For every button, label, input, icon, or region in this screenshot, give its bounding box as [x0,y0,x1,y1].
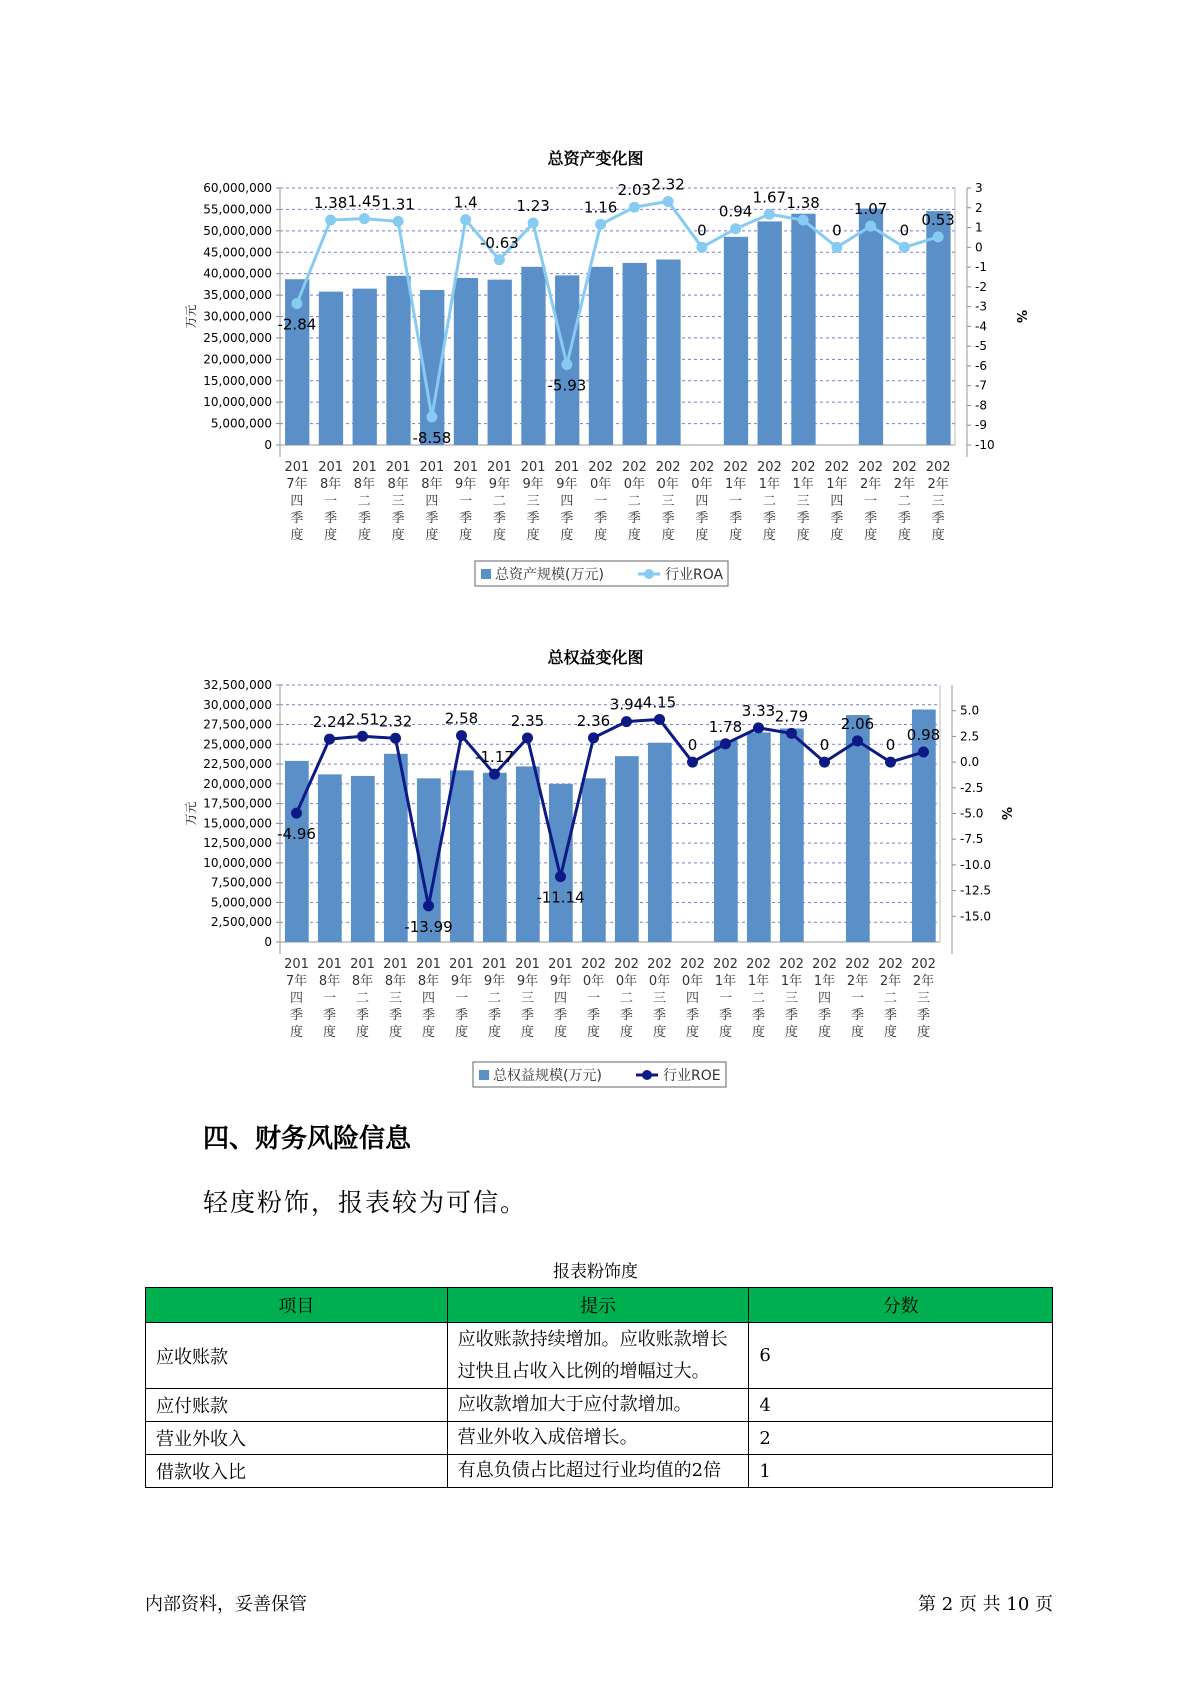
line-point [798,215,809,226]
x-tick-label: 202 2年一季度 [858,460,884,543]
y-tick-label: 25,000,000 [203,330,272,345]
bar [319,292,343,445]
asset-chart [0,175,1191,595]
line-point [865,221,876,232]
table-row [146,1455,1053,1488]
bar [589,267,613,445]
y2-tick-label: -6 [975,358,987,373]
y-tick-label: 25,000,000 [203,737,272,752]
bar [656,260,680,445]
risk-table [145,1287,1053,1488]
legend-bar-label: 总资产规模(万元) [495,567,604,583]
y2-tick-label: -2 [975,279,987,294]
data-label: -11.14 [536,888,585,907]
row-score: 4 [749,1389,1053,1422]
x-tick-label: 202 0年四季度 [680,957,705,1040]
y2-tick-label: 1 [975,220,983,235]
line-point [918,747,929,758]
bar [386,276,410,445]
y2-tick-label: -10.0 [960,857,992,872]
data-label: -2.84 [277,315,317,334]
bar [351,776,375,942]
y-axis-title: 万元 [184,304,198,329]
x-tick-label: 202 0年一季度 [581,957,606,1040]
table-header-row [146,1288,1053,1323]
y2-tick-label: 3 [975,181,983,195]
bar [318,774,342,942]
line-point [621,716,632,727]
y-tick-label: 7,500,000 [210,875,272,890]
bar [549,784,573,942]
y-tick-label: 10,000,000 [203,395,272,410]
y-tick-label: 15,000,000 [203,373,272,388]
table-header-score: 分数 [749,1288,1053,1323]
line-point [359,213,370,224]
legend-line-label: 行业ROA [665,567,724,583]
line-point [357,731,368,742]
line-point [291,298,302,309]
line-point [489,769,500,780]
y2-tick-label: -7.5 [960,832,984,847]
data-label: 1.16 [583,198,618,217]
y-tick-label: 17,500,000 [203,796,272,811]
bar [521,267,545,445]
bar [747,732,771,942]
data-label: 1.67 [752,188,787,207]
line-point [764,209,775,220]
x-tick-label: 202 1年三季度 [790,460,816,543]
line-point [528,217,539,228]
y2-tick-label: -1 [975,260,987,275]
data-label: 0 [899,221,910,240]
y2-tick-label: 2.5 [960,729,980,744]
bar [454,278,478,445]
x-tick-label: 202 0年一季度 [588,460,614,543]
bar [582,778,606,942]
y-tick-label: 60,000,000 [203,181,272,195]
x-tick-label: 201 8年四季度 [419,460,445,543]
data-label: 0 [697,221,707,240]
bar [758,221,782,445]
y-tick-label: 5,000,000 [210,416,272,431]
x-tick-label: 202 1年四季度 [824,460,850,543]
line-point [852,735,863,746]
equity-chart [0,672,1191,1097]
line-point [720,738,731,749]
bar [483,773,507,942]
section-heading: 四、财务风险信息 [203,1124,412,1154]
x-tick-label: 202 1年一季度 [723,460,749,543]
table-row [146,1323,1053,1389]
footer-confidential-note: 内部资料，妥善保管 [145,1594,307,1615]
y-tick-label: 15,000,000 [203,816,272,831]
x-tick-label: 201 9年四季度 [548,957,573,1040]
y-tick-label: 27,500,000 [203,717,272,732]
line-point [460,214,471,225]
x-tick-label: 202 1年二季度 [756,460,782,543]
equity-chart-title: 总权益变化图 [547,648,644,667]
line-point [555,871,566,882]
data-label: 1.07 [853,200,888,219]
data-label: 1.38 [786,194,820,213]
row-item: 营业外收入 [146,1422,448,1455]
x-tick-label: 202 0年三季度 [655,460,681,543]
x-tick-label: 201 8年三季度 [383,957,408,1040]
x-tick-label: 202 1年一季度 [713,957,738,1040]
data-label: -5.93 [547,376,587,395]
y-tick-label: 12,500,000 [203,836,272,851]
y-tick-label: 10,000,000 [203,855,272,870]
bar [714,740,738,942]
data-label: 2.32 [378,712,413,731]
bar [516,766,540,942]
y2-tick-label: -3 [975,299,987,314]
data-label: -4.96 [277,825,316,844]
y2-tick-label: -9 [975,418,987,433]
row-hint: 营业外收入成倍增长。 [447,1422,749,1455]
x-tick-label: 202 2年二季度 [891,460,917,543]
x-tick-label: 201 7年四季度 [284,957,309,1040]
line-point [786,728,797,739]
x-tick-label: 202 0年三季度 [647,957,672,1040]
line-point [753,722,764,733]
y-tick-label: 20,000,000 [203,352,272,367]
x-tick-label: 201 8年一季度 [318,460,344,543]
y2-tick-label: -4 [975,319,987,334]
line-point [561,359,572,370]
data-label: 3.94 [609,695,644,714]
x-tick-label: 202 2年二季度 [878,957,903,1040]
line-point [426,411,437,422]
y2-tick-label: -5.0 [960,806,984,821]
data-label: 2.32 [651,175,685,194]
line-point [933,231,944,242]
table-header-item: 项目 [146,1288,448,1323]
line-point [899,242,910,253]
y2-tick-label: -10 [975,438,995,452]
bar [450,770,474,942]
y-tick-label: 0 [264,438,272,452]
x-tick-label: 201 9年一季度 [449,957,474,1040]
y2-tick-label: -8 [975,398,987,413]
y-tick-label: 22,500,000 [203,757,272,772]
line-point [663,196,674,207]
line-point [456,730,467,741]
data-label: 0 [819,736,830,755]
y-tick-label: 32,500,000 [203,678,272,692]
data-label: 2.03 [617,181,652,200]
row-hint: 有息负债占比超过行业均值的2倍 [447,1455,749,1488]
line-point [423,900,434,911]
x-tick-label: 201 8年二季度 [351,460,377,543]
bar [353,289,377,445]
x-tick-label: 201 9年二季度 [482,957,507,1040]
data-label: 0.53 [921,210,955,229]
x-tick-label: 201 8年三季度 [385,460,411,543]
data-label: 2.35 [510,711,545,730]
bar [623,263,647,445]
row-item: 借款收入比 [146,1455,448,1488]
legend-line-marker [644,569,654,579]
y2-tick-label: -2.5 [960,780,984,795]
x-tick-label: 201 9年一季度 [453,460,479,543]
row-score: 6 [749,1323,1053,1389]
row-score: 1 [749,1455,1053,1488]
x-tick-label: 202 1年三季度 [779,957,804,1040]
line-point [885,757,896,768]
line-point [494,254,505,265]
y2-tick-label: -12.5 [960,883,992,898]
data-label: 2.58 [444,709,479,728]
legend-bar-swatch [479,1070,489,1080]
y-tick-label: 30,000,000 [203,697,272,712]
data-label: 2.06 [840,714,875,733]
y-axis-title: 万元 [184,801,198,826]
y2-axis-title: % [998,806,1013,821]
y2-tick-label: -5 [975,339,987,354]
bar [846,715,870,942]
data-label: -13.99 [404,917,453,936]
legend-line-marker [642,1070,652,1080]
y2-tick-label: 5.0 [960,703,980,718]
line-point [390,733,401,744]
line-point [595,219,606,230]
x-tick-label: 201 8年二季度 [350,957,375,1040]
y2-tick-label: 0.0 [960,755,980,770]
line-point [831,242,842,253]
data-label: 0 [687,736,698,755]
data-label: 2.36 [576,711,611,730]
legend-bar-label: 总权益规模(万元) [493,1068,602,1084]
x-tick-label: 202 0年四季度 [689,460,715,543]
y-tick-label: 2,500,000 [210,915,272,930]
data-label: 3.33 [741,701,776,720]
row-hint: 应收账款持续增加。应收账款增长过快且占收入比例的增幅过大。 [447,1323,749,1389]
bar [648,743,672,942]
y2-tick-label: 0 [975,240,983,255]
line-point [291,808,302,819]
data-label: -0.63 [479,233,519,252]
bar [724,237,748,445]
data-label: 1.45 [347,192,382,211]
x-tick-label: 202 0年二季度 [614,957,639,1040]
data-label: 0.94 [718,202,753,221]
y2-axis-title: % [1013,309,1028,324]
table-header-hint: 提示 [447,1288,749,1323]
line-point [629,202,640,213]
row-score: 2 [749,1422,1053,1455]
y-tick-label: 30,000,000 [203,309,272,324]
line-point [588,732,599,743]
data-label: 0 [885,736,896,755]
data-label: 1.4 [453,193,478,212]
x-tick-label: 201 8年四季度 [416,957,441,1040]
row-item: 应付账款 [146,1389,448,1422]
bar [859,209,883,445]
legend-line-label: 行业ROE [663,1068,721,1084]
y-tick-label: 45,000,000 [203,245,272,260]
section-body: 轻度粉饰，报表较为可信。 [203,1188,528,1217]
data-label: 2.24 [312,713,347,732]
bar [285,761,309,942]
x-tick-label: 201 9年四季度 [554,460,580,543]
y-tick-label: 20,000,000 [203,776,272,791]
y-tick-label: 50,000,000 [203,223,272,238]
x-tick-label: 201 9年二季度 [486,460,512,543]
data-label: -1.17 [475,748,514,767]
legend-bar-swatch [481,569,491,579]
line-point [696,242,707,253]
x-tick-label: 201 8年一季度 [317,957,342,1040]
line-point [654,714,665,725]
data-label: 1.38 [313,194,348,213]
y-tick-label: 35,000,000 [203,288,272,303]
asset-chart-title: 总资产变化图 [547,149,644,168]
line-point [687,757,698,768]
line-point [325,215,336,226]
y-tick-label: 5,000,000 [210,895,272,910]
table-row [146,1422,1053,1455]
bar [912,710,936,942]
data-label: 0 [832,221,842,240]
line-point [819,757,830,768]
table-caption: 报表粉饰度 [553,1262,638,1282]
y2-tick-label: -7 [975,378,987,393]
line-point [522,732,533,743]
data-label: 4.15 [642,693,677,712]
table-row [146,1389,1053,1422]
x-tick-label: 202 2年三季度 [911,957,936,1040]
data-label: 1.31 [381,195,415,214]
bar [488,280,512,445]
data-label: 2.51 [345,710,380,729]
y2-tick-label: -15.0 [960,909,992,924]
x-tick-label: 202 1年二季度 [746,957,771,1040]
y2-tick-label: 2 [975,200,983,215]
y-tick-label: 55,000,000 [203,202,272,217]
bar [780,728,804,942]
data-label: 0.98 [906,726,941,745]
x-tick-label: 202 2年三季度 [925,460,951,543]
row-item: 应收账款 [146,1323,448,1389]
y-tick-label: 40,000,000 [203,266,272,281]
line-point [324,734,335,745]
bar [791,214,815,445]
x-tick-label: 201 7年四季度 [284,460,310,543]
data-label: -8.58 [412,428,452,447]
line-point [730,223,741,234]
data-label: 1.78 [708,717,743,736]
x-tick-label: 202 0年二季度 [621,460,647,543]
line-point [393,216,404,227]
x-tick-label: 202 1年四季度 [812,957,837,1040]
row-hint: 应收款增加大于应付款增加。 [447,1389,749,1422]
y-tick-label: 0 [264,935,272,949]
footer-page-number: 第 2 页 共 10 页 [918,1594,1053,1615]
bar [615,756,639,942]
bar [926,211,950,445]
data-label: 1.23 [516,196,550,215]
data-label: 2.79 [774,707,809,726]
x-tick-label: 201 9年三季度 [520,460,546,543]
x-tick-label: 201 9年三季度 [515,957,540,1040]
x-tick-label: 202 2年一季度 [845,957,870,1040]
